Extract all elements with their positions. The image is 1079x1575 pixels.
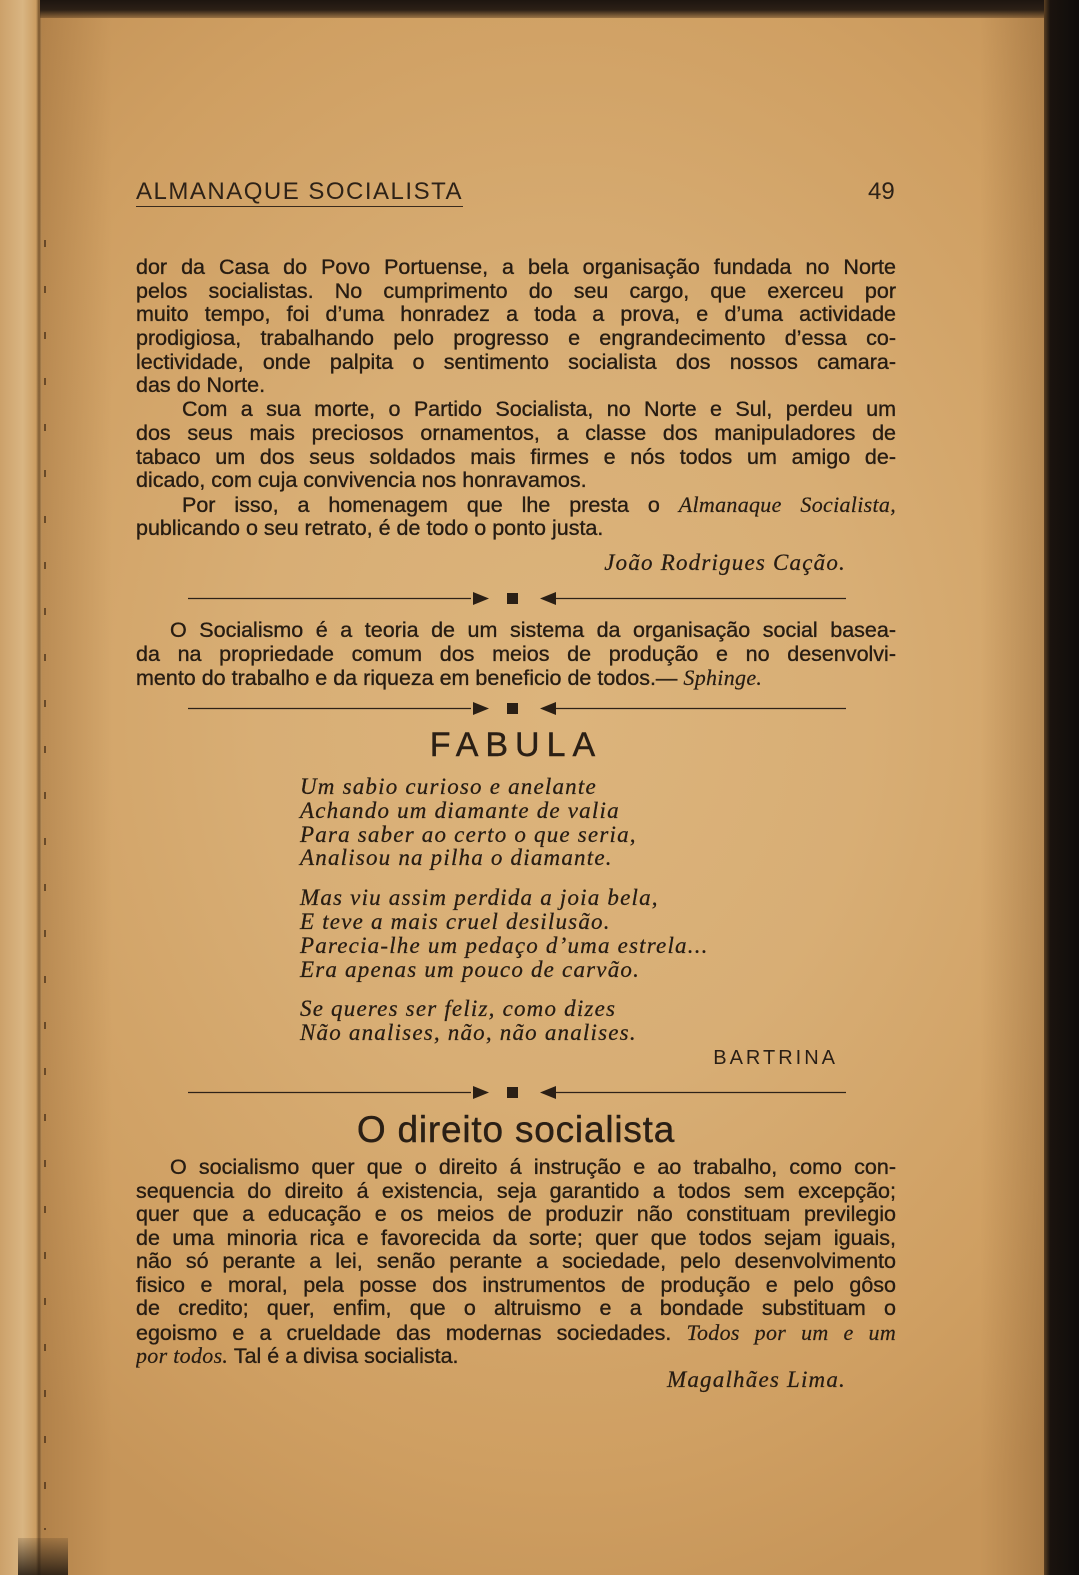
page-right-edge [1044,0,1079,1575]
arrow-right-icon [473,592,489,605]
essay-line: não só perante a lei, senão perante a sociedade, pelo desenvolvimento [136,1249,896,1274]
arrow-right-icon [473,702,489,715]
fable-title: FABULA [429,726,603,764]
verse-line: Para saber ao certo o que seria, [300,821,637,847]
quote-line: da na propriedade comum dos meios de produção e no desenvolvi- [136,642,896,666]
italic-text: Todos por um e um [686,1319,896,1345]
essay-line: fisico e moral, pela posse dos instrumentos de produção e pelo gôso [136,1272,896,1297]
tribute-line: das do Norte. [136,373,266,398]
essay-paragraph [136,1156,896,1368]
running-title: ALMANAQUE SOCIALISTA [136,178,463,205]
binding-gutter-line [36,0,42,1575]
roman-text: Tal é a divisa socialista. [228,1344,459,1368]
tribute-line: dicado, com cuja convivencia nos honravamos. [136,468,587,493]
italic-text: Sphinge. [683,665,763,690]
poem-stanza [300,886,880,981]
verse-line: Era apenas um pouco de carvão. [300,956,641,982]
binding-flyleaf [0,0,38,1575]
tribute-paragraph [136,398,896,493]
essay-line: quer que a educação e os meios de produzir não constituam previlegio [136,1202,896,1227]
essay-line: sequencia do direito á existencia, seja garantido a todos sem excepção; [136,1178,896,1203]
essay-signature: Magalhães Lima. [667,1367,846,1392]
page-number: 49 [868,178,895,205]
verse-line: Parecia-lhe um pedaço d’uma estrela... [300,932,709,958]
essay-line: de credito; quer, enfim, que o altruismo e a bondade substituam o [136,1296,896,1321]
tribute-line: dos seus mais preciosos ornamentos, a classe dos manipuladores de [136,420,896,445]
binding-stitches [44,240,46,1530]
quote-paragraph [136,618,896,690]
essay-line: de uma minoria rica e favorecida da sorte; quer que todos sejam iguais, [136,1225,896,1250]
verse-line: Um sabio curioso e anelante [300,774,597,799]
quote-line: O Socialismo é a teoria de um sistema da organisação social basea- [170,618,896,642]
tribute-line: dor da Casa do Povo Portuense, a bela organisação fundada no Norte [136,256,896,279]
essay-line: O socialismo quer que o direito á instrução e ao trabalho, como con- [170,1156,896,1179]
italic-text: Almanaque Socialista, [678,491,896,517]
roman-text: egoismo e a crueldade das modernas sociedades. [136,1320,687,1345]
page-top-edge [40,0,1046,18]
italic-text: por todos. [136,1343,229,1368]
poem-stanza [300,997,880,1045]
roman-text: Por isso, a homenagem que lhe presta o [182,492,679,517]
tribute-line: Com a sua morte, o Partido Socialista, no Norte e Sul, perdeu um [182,397,896,422]
tribute-article [136,256,896,540]
tribute-line: publicando o seu retrato, é de todo o ponto justa. [136,515,604,540]
verse-line: Se queres ser feliz, como dizes [300,996,617,1022]
ornament-divider [188,700,846,716]
ornament-divider [188,590,846,606]
verse-line: Mas viu assim perdida a joia bela, [300,885,659,911]
tribute-line: pelos socialistas. No cumprimento do seu cargo, que exerceu por [136,278,896,303]
fable-poem [300,775,880,1045]
verse-line: E teve a mais cruel desilusão. [300,908,611,934]
quote-block [136,618,896,690]
tribute-line [136,493,896,517]
arrow-left-icon [540,1086,556,1099]
tribute-line: lectividade, onde palpita o sentimento socialista dos nossos camara- [136,349,896,374]
essay-title: O direito socialista [356,1109,676,1150]
tribute-line: muito tempo, foi d’uma honradez a toda a prova, e d’uma actividade [136,302,896,327]
roman-text: mento do trabalho e da riqueza em beneficio de todos.— [136,666,684,690]
verse-line: Achando um diamante de valia [300,797,620,823]
square-icon [507,703,518,714]
tribute-line: prodigiosa, trabalhando pelo progresso e engrandecimento d’essa co- [136,326,896,351]
arrow-left-icon [540,702,556,715]
gutter-shadow [42,0,112,1575]
spine-stain [18,1538,68,1575]
tribute-paragraph [136,493,896,540]
fore-edge-shadow [980,0,1046,1575]
essay-line [136,1321,896,1345]
verse-line: Analisou na pilha o diamante. [300,845,613,871]
square-icon [507,593,518,604]
tribute-paragraph [136,256,896,398]
essay-line [136,1344,896,1368]
tribute-line: tabaco um dos seus soldados mais firmes e nós todos um amigo de- [136,444,896,469]
poem-author: BARTRINA [713,1047,838,1069]
verse-line: Não analises, não, não analises. [300,1020,637,1046]
poem-stanza [300,775,880,870]
tribute-signature: João Rodrigues Cação. [604,550,846,575]
square-icon [507,1087,518,1098]
essay-body [136,1156,896,1368]
arrow-left-icon [540,592,556,605]
ornament-divider [188,1084,846,1100]
quote-line [136,666,896,690]
arrow-right-icon [473,1086,489,1099]
